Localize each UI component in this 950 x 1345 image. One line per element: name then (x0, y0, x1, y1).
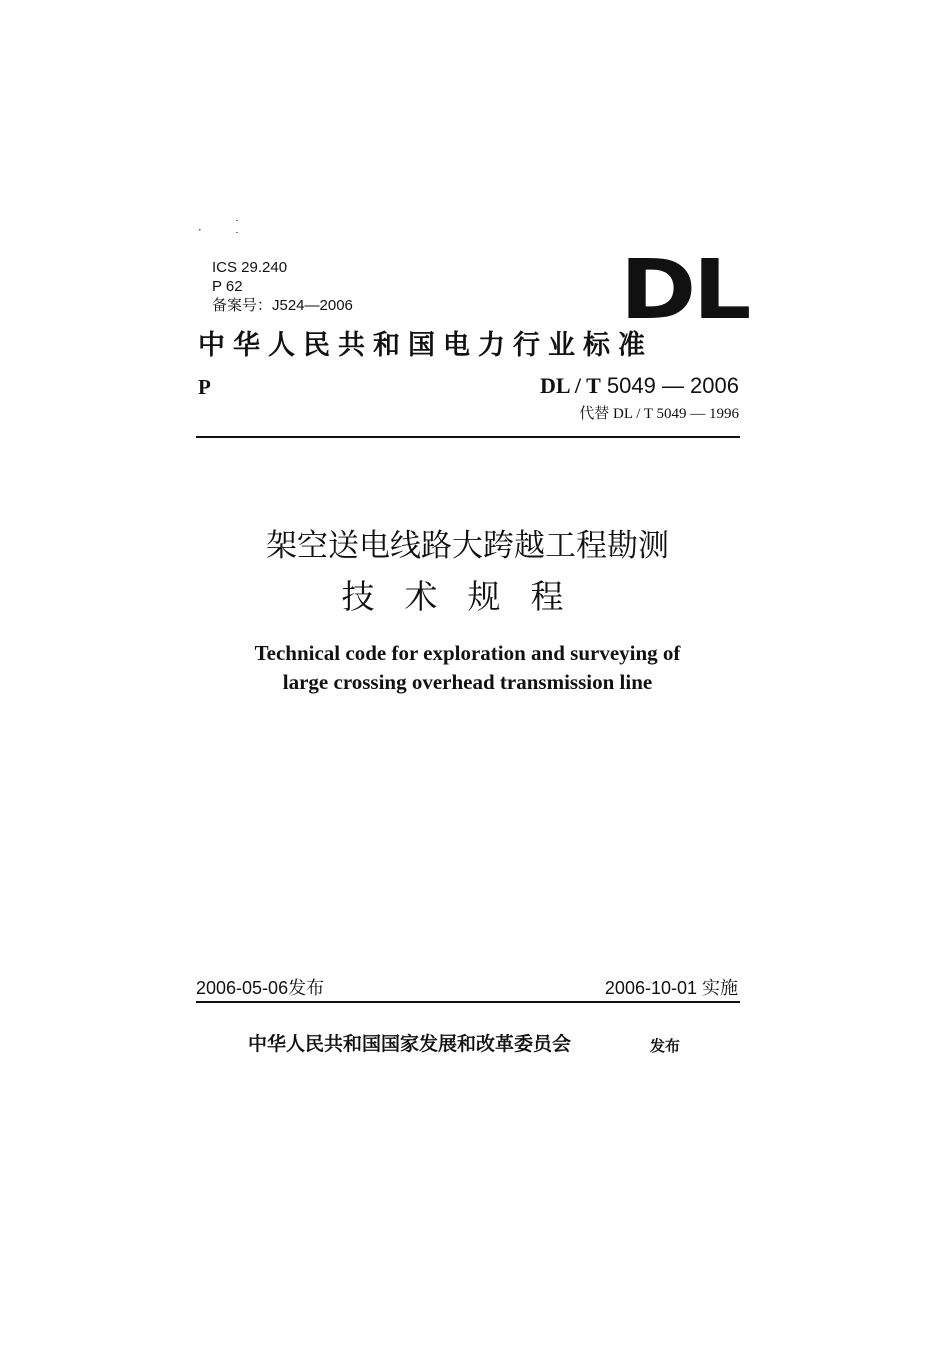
issue-date: 2006-05-06发布 (196, 978, 325, 998)
chinese-title-line-1: 架空送电线路大跨越工程勘测 (266, 528, 669, 564)
top-divider (196, 436, 740, 438)
effective-date: 2006-10-01 实施 (604, 978, 738, 998)
issuing-organization: 中华人民共和国国家发展和改革委员会 (248, 1033, 572, 1055)
record-number: 备案号：J524—2006 (212, 297, 353, 314)
issuing-action: 发布 (650, 1037, 681, 1055)
standard-code-number: 5049 — 2006 (606, 373, 739, 398)
bottom-divider (196, 1001, 740, 1003)
classification-block (212, 258, 353, 315)
replaces-standard: 代替 DL / T 5049 — 1996 (579, 406, 739, 422)
dl-logo: DL (620, 243, 749, 338)
chinese-title-line-2: 技术规程 (341, 577, 594, 616)
standard-code-prefix: DL / T (540, 373, 601, 398)
ics-code: ICS 29.240 (212, 259, 288, 276)
english-title-line-1: Technical code for exploration and surveying of (254, 641, 681, 665)
scan-specks (199, 220, 249, 240)
category-letter: P (198, 375, 211, 399)
ccs-code: P 62 (212, 278, 243, 295)
english-title-line-2: large crossing overhead transmission line (282, 670, 653, 694)
standard-number (540, 372, 739, 400)
industry-standard-title: 中华人民共和国电力行业标准 (198, 330, 653, 361)
